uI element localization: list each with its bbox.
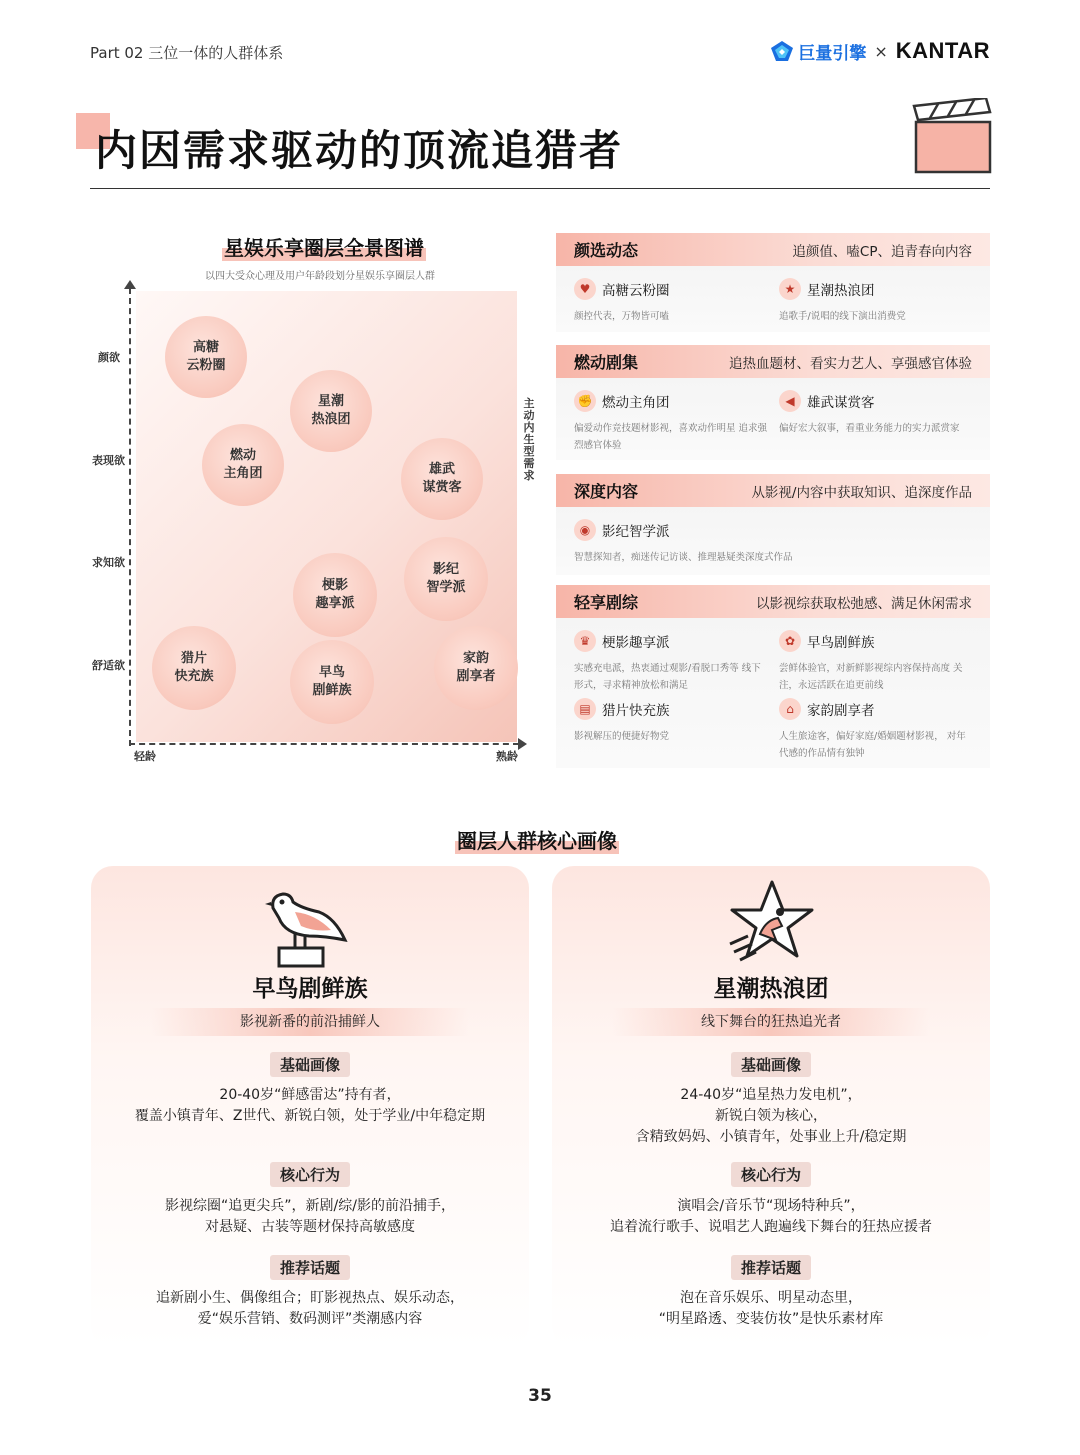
section-desc: 追热血题材、看实力艺人、享强感官体验 (729, 355, 972, 372)
y-tick-label: 表现欲 (92, 454, 125, 467)
y-tick-label: 舒适欲 (92, 659, 125, 672)
section-header-yanxuan (556, 233, 990, 266)
core-behavior-text: 影视综圈“追更尖兵”，新剧/综/影的前沿捕手， 对悬疑、古装等题材保持高敏感度 (165, 1198, 455, 1235)
section-desc: 追颜值、嗑CP、追青春向内容 (792, 243, 972, 260)
bubble-xiongwu: 雄武 谋赏客 (401, 438, 483, 520)
section-desc: 从影视/内容中获取知识、追深度作品 (751, 484, 972, 501)
persona-item: ▤ 猎片快充族 影视解压的便捷好物党 (574, 698, 770, 745)
oceanengine-mark-icon (770, 40, 794, 62)
star-person-icon (726, 878, 816, 974)
part-label: Part 02 三位一体的人群体系 (90, 44, 284, 62)
topic-text: 泡在音乐娱乐、明星动态里， “明星路透、变装仿妆”是快乐素材库 (658, 1290, 884, 1327)
topic-label: 推荐话题 (270, 1255, 350, 1280)
megaphone-icon: ◀ (779, 390, 801, 412)
page-title: 内因需求驱动的顶流追猎者 (95, 126, 624, 175)
basic-profile-text: 20-40岁“鲜感雷达”持有者， 覆盖小镇青年、Z世代、新锐白领，处于学业/中年稳定期 (134, 1087, 486, 1124)
oceanengine-text: 巨量引擎 (798, 43, 867, 64)
section-name: 颜选动态 (574, 241, 639, 260)
y-axis-arrow (124, 280, 136, 289)
oceanengine-logo (770, 39, 866, 64)
topic-text: 追新剧小生、偶像组合；盯影视热点、娱乐动态， 爱“娱乐营销、数码测评”类潮感内容 (156, 1290, 464, 1327)
kantar-logo: KANTAR (895, 38, 990, 63)
y-tick-label: 颜欲 (98, 351, 120, 364)
core-behavior-label: 核心行为 (270, 1162, 350, 1187)
x-tick-label: 熟龄 (496, 750, 518, 763)
persona-item: ◉ 影纪智学派 智慧探知者，痴迷传记访谈、推理悬疑类深度式作品 (574, 519, 974, 566)
persona-item: ⌂ 家韵剧享者 人生旅途客，偏好家庭/婚姻题材影视， 对年代感的作品情有独钟 (779, 698, 975, 762)
film-reel-icon: ◉ (574, 519, 596, 541)
fist-icon: ✊ (574, 390, 596, 412)
basic-profile-label: 基础画像 (731, 1052, 811, 1077)
bubble-gengying: 梗影 趣享派 (293, 553, 377, 637)
card-name: 早鸟剧鲜族 (252, 976, 368, 1002)
map-subtitle: 以四大受众心理及用户年龄段划分星娱乐享圈层人群 (205, 271, 435, 282)
trophy-icon: ♛ (574, 630, 596, 652)
clapper-icon: ▤ (574, 698, 596, 720)
y-tick-label: 求知欲 (92, 556, 125, 569)
card-tagline: 线下舞台的狂热追光者 (612, 1008, 930, 1036)
core-section-title: 圈层人群核心画像 (455, 825, 619, 854)
section-name: 燃动剧集 (574, 353, 639, 372)
card-tagline: 影视新番的前沿捕鲜人 (151, 1008, 469, 1036)
bubble-gaotang: 高糖 云粉圈 (165, 316, 247, 398)
bird-icon (265, 878, 355, 974)
persona-item: ★ 星潮热浪团 追歌手/说唱的线下演出消费党 (779, 278, 975, 325)
bubble-xingchao: 星潮 热浪团 (290, 370, 372, 452)
y-axis (129, 288, 131, 746)
bubble-liepian: 猎片 快充族 (152, 626, 236, 710)
section-header-shendu (556, 474, 990, 507)
section-name: 深度内容 (574, 482, 639, 501)
clapperboard-icon (910, 98, 994, 178)
core-behavior-label: 核心行为 (731, 1162, 811, 1187)
bubble-randong: 燃动 主角团 (202, 424, 284, 506)
section-name: 轻享剧综 (574, 593, 639, 612)
brand-separator: × (874, 41, 888, 61)
section-desc: 以影视综获取松弛感、满足休闲需求 (756, 595, 972, 612)
topic-label: 推荐话题 (731, 1255, 811, 1280)
persona-item: ✿ 早鸟剧鲜族 尝鲜体验官，对新鲜影视综内容保持高度 关注，永远活跃在追更前线 (779, 630, 975, 694)
title-divider (90, 188, 990, 189)
basic-profile-label: 基础画像 (270, 1052, 350, 1077)
map-title: 星娱乐享圈层全景图谱 (222, 232, 426, 261)
persona-item: ✊ 燃动主角团 偏爱动作竞技题材影视，喜欢动作明星 追求强烈感官体验 (574, 390, 770, 454)
bird-icon: ✿ (779, 630, 801, 652)
persona-item: ◀ 雄武谋赏客 偏好宏大叙事，看重业务能力的实力派赏家 (779, 390, 975, 437)
section-header-randong (556, 345, 990, 378)
basic-profile-text: 24-40岁“追星热力发电机”， 新锐白领为核心， 含精致妈妈、小镇青年，处事业上升/稳定期 (635, 1087, 907, 1145)
heart-key-icon: ♥ (574, 278, 596, 300)
x-axis-arrow (518, 738, 527, 750)
bubble-jiayun: 家韵 剧享者 (434, 626, 518, 710)
brand-logos (770, 38, 990, 64)
core-behavior-text: 演唱会/音乐节“现场特种兵”， 追着流行歌手、说唱艺人跑遍线下舞台的狂热应援者 (610, 1198, 932, 1235)
x-axis (129, 743, 519, 745)
page-number: 35 (528, 1386, 552, 1406)
bubble-zaoniao: 早鸟 剧鲜族 (290, 640, 374, 724)
persona-item: ♛ 梗影趣享派 实感充电派，热衷通过观影/看脱口秀等 线下形式，寻求精神放松和满足 (574, 630, 770, 694)
persona-card-zaoniao (91, 866, 529, 1348)
section-header-qingxiang (556, 585, 990, 618)
vertical-axis-label: 主动内生型需求 (523, 397, 535, 482)
persona-item: ♥ 高糖云粉圈 颜控代表，万物皆可嗑 (574, 278, 770, 325)
card-name: 星潮热浪团 (713, 976, 829, 1002)
bubble-yingji: 影纪 智学派 (404, 537, 488, 621)
x-tick-label: 轻龄 (134, 750, 156, 763)
persona-card-xingchao (552, 866, 990, 1348)
house-icon: ⌂ (779, 698, 801, 720)
star-person-icon: ★ (779, 278, 801, 300)
